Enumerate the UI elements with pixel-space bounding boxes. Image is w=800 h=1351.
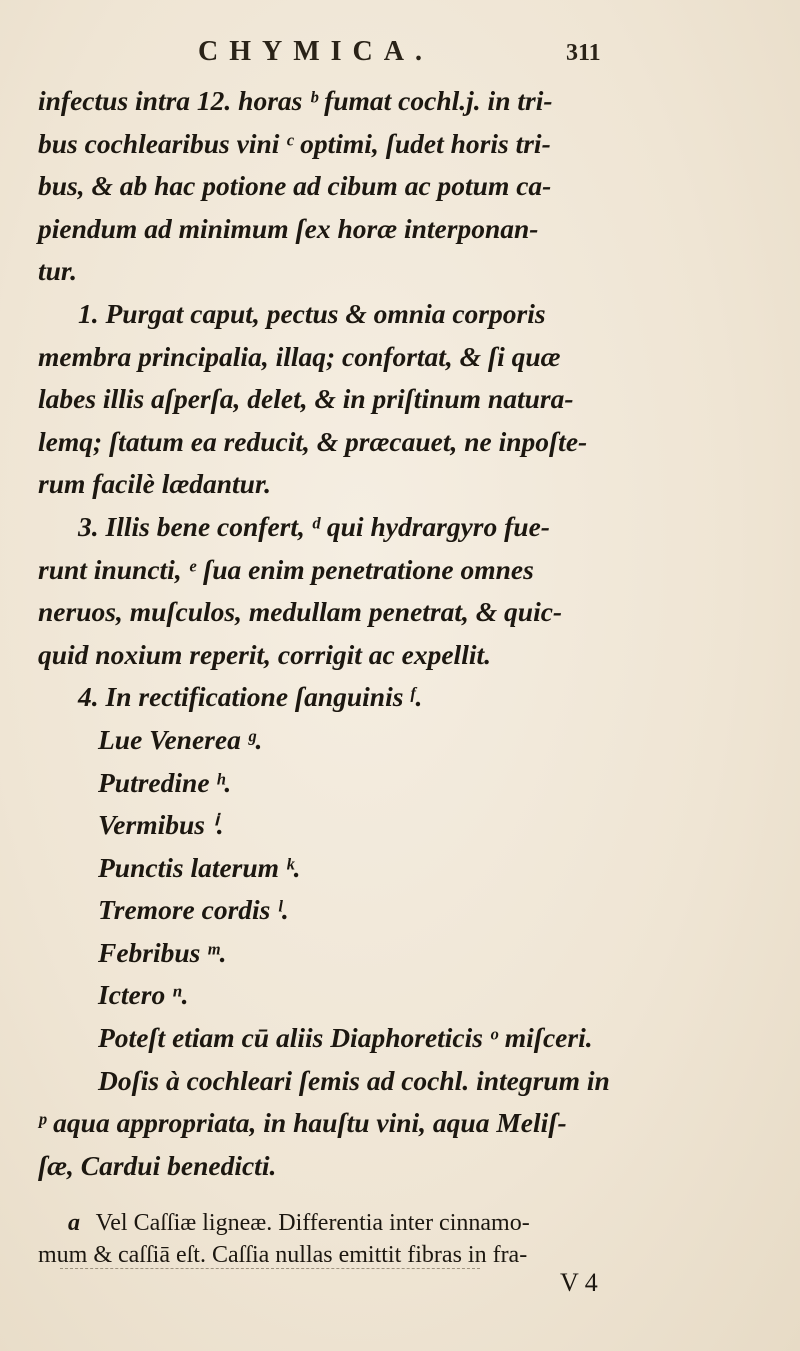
text-line: ſæ, Cardui benedicti. xyxy=(38,1149,277,1181)
text-line: Doſis à cochleari ſemis ad cochl. integrum in xyxy=(98,1064,610,1096)
text-line: bus cochlearibus vini ᶜ optimi, ſudet horis tri- xyxy=(38,127,551,159)
main-text xyxy=(38,80,778,1187)
page-number: 311 xyxy=(566,40,601,66)
running-head: CHYMICA. xyxy=(198,36,433,67)
signature-mark: V 4 xyxy=(560,1268,598,1297)
list-item: Ictero ⁿ. xyxy=(98,979,189,1011)
text-line: lemq; ſtatum ea reducit, & præcauet, ne inpoſte- xyxy=(38,425,588,457)
text-line: piendum ad minimum ſex horæ interponan- xyxy=(38,212,539,244)
list-item: Tremore cordis ˡ. xyxy=(98,894,289,926)
list-item: Vermibus ⁱ. xyxy=(98,809,224,841)
text-line: labes illis aſperſa, delet, & in priſtinum natura- xyxy=(38,383,574,415)
text-line: 3. Illis bene confert, ᵈ qui hydrargyro fue- xyxy=(78,510,550,542)
text-line: Poteſt etiam cū aliis Diaphoreticis ᵒ miſceri. xyxy=(98,1022,593,1054)
text-line: infectus intra 12. horas ᵇ fumat cochl.j. in tri- xyxy=(38,85,553,116)
list-item: Punctis laterum ᵏ. xyxy=(98,851,301,883)
footnote xyxy=(38,1207,778,1271)
text-line: neruos, muſculos, medullam penetrat, & quic- xyxy=(38,596,563,628)
footnote-line: Vel Caſſiæ ligneæ. Differentia inter cinnamo- xyxy=(95,1210,530,1236)
text-line: membra principalia, illaq; confortat, & ſi quæ xyxy=(38,340,561,372)
text-line: quid noxium reperit, corrigit ac expellit. xyxy=(38,638,491,670)
list-item: Febribus ᵐ. xyxy=(98,936,227,968)
text-line: runt inuncti, ᵉ ſua enim penetratione omnes xyxy=(38,553,534,585)
text-line: ᵖ aqua appropriata, in hauſtu vini, aqua Meliſ- xyxy=(38,1107,567,1139)
footnote-mark: a xyxy=(68,1210,80,1236)
list-item: Lue Venerea ᵍ. xyxy=(98,723,263,755)
list-item: Putredine ʰ. xyxy=(98,766,232,798)
text-line: rum facilè lædantur. xyxy=(38,468,272,500)
footnote-divider xyxy=(60,1268,480,1269)
footnote-line: mum & caſſiā eſt. Caſſia nullas emittit fibras in fra- xyxy=(38,1242,528,1268)
page-header xyxy=(0,14,800,74)
text-line: tur. xyxy=(38,255,77,287)
text-line: 4. In rectificatione ſanguinis ᶠ. xyxy=(78,681,423,713)
text-line: 1. Purgat caput, pectus & omnia corporis xyxy=(78,297,546,329)
text-line: bus, & ab hac potione ad cibum ac potum ca- xyxy=(38,170,552,202)
